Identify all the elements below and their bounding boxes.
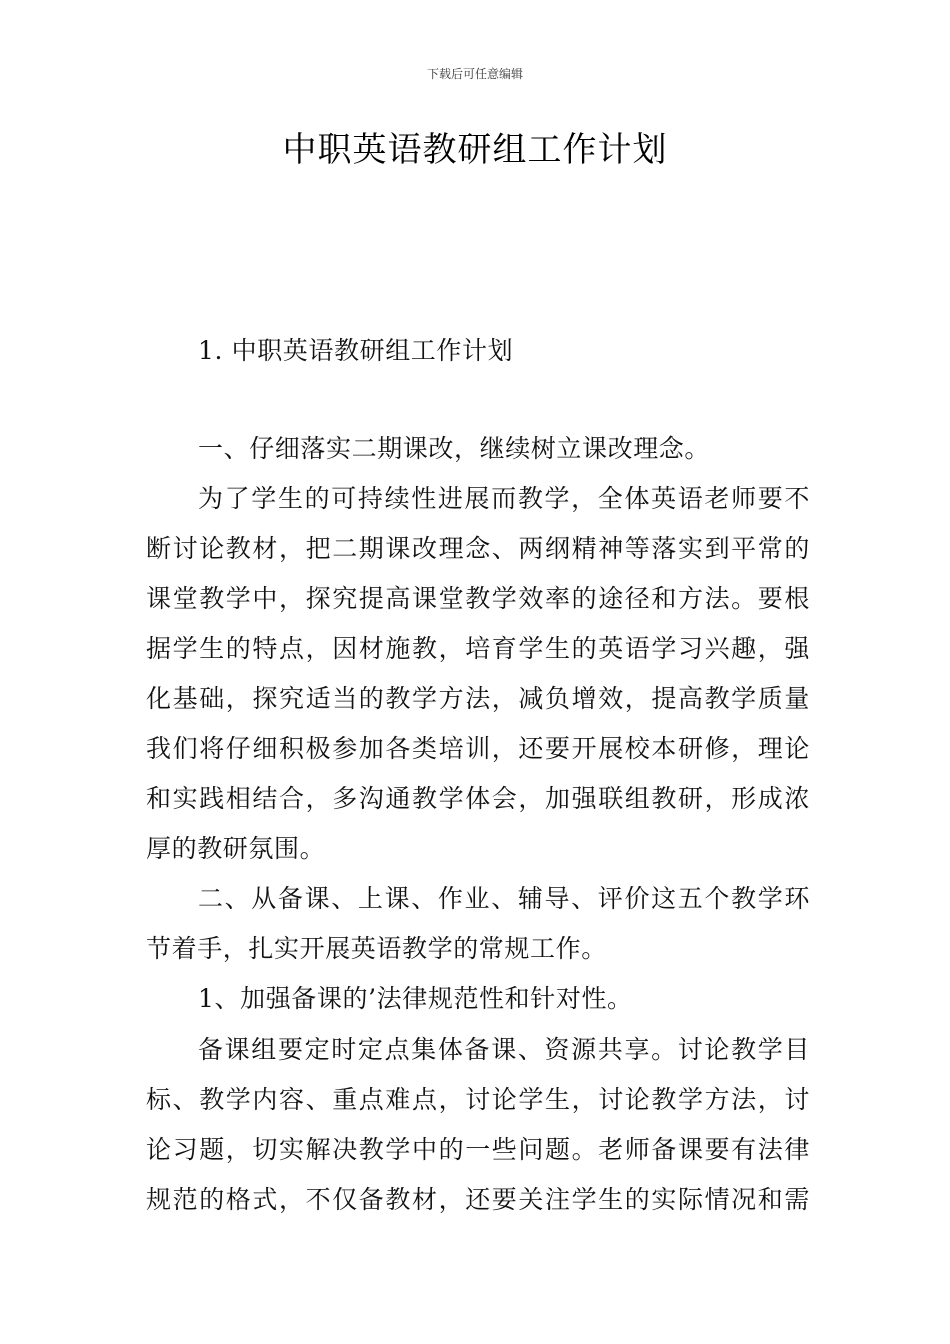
paragraph-line: 断讨论教材，把二期课改理念、两纲精神等落实到平常的 bbox=[146, 534, 810, 563]
subsection-heading: 1、加强备课的’法律规范性和针对性。 bbox=[198, 984, 633, 1013]
paragraph-line: 为了学生的可持续性进展而教学，全体英语老师要不 bbox=[198, 484, 810, 513]
paragraph-line: 课堂教学中，探究提高课堂教学效率的途径和方法。要根 bbox=[146, 584, 810, 613]
paragraph-line: 论习题，切实解决教学中的一些问题。老师备课要有法律 bbox=[146, 1135, 810, 1164]
paragraph-line: 备课组要定时定点集体备课、资源共享。讨论教学目 bbox=[198, 1035, 810, 1064]
section-heading: 1. 中职英语教研组工作计划 bbox=[198, 336, 514, 365]
header-note: 下载后可任意编辑 bbox=[426, 67, 523, 81]
paragraph-line: 化基础，探究适当的教学方法，减负增效，提高教学质量 bbox=[146, 684, 810, 713]
paragraph-line: 标、教学内容、重点难点，讨论学生，讨论教学方法，讨 bbox=[146, 1085, 810, 1114]
paragraph-line: 我们将仔细积极参加各类培训，还要开展校本研修，理论 bbox=[146, 734, 810, 763]
paragraph-line: 厚的教研氛围。 bbox=[146, 834, 326, 863]
paragraph-heading: 二、从备课、上课、作业、辅导、评价这五个教学环 bbox=[198, 884, 810, 913]
paragraph-heading: 一、仔细落实二期课改，继续树立课改理念。 bbox=[198, 434, 711, 463]
paragraph-line: 规范的格式，不仅备教材，还要关注学生的实际情况和需 bbox=[146, 1185, 810, 1214]
paragraph-line: 节着手，扎实开展英语教学的常规工作。 bbox=[146, 934, 607, 963]
paragraph-line: 据学生的特点，因材施教，培育学生的英语学习兴趣，强 bbox=[146, 634, 810, 663]
document-title: 中职英语教研组工作计划 bbox=[282, 130, 668, 170]
paragraph-line: 和实践相结合，多沟通教学体会，加强联组教研，形成浓 bbox=[146, 784, 810, 813]
